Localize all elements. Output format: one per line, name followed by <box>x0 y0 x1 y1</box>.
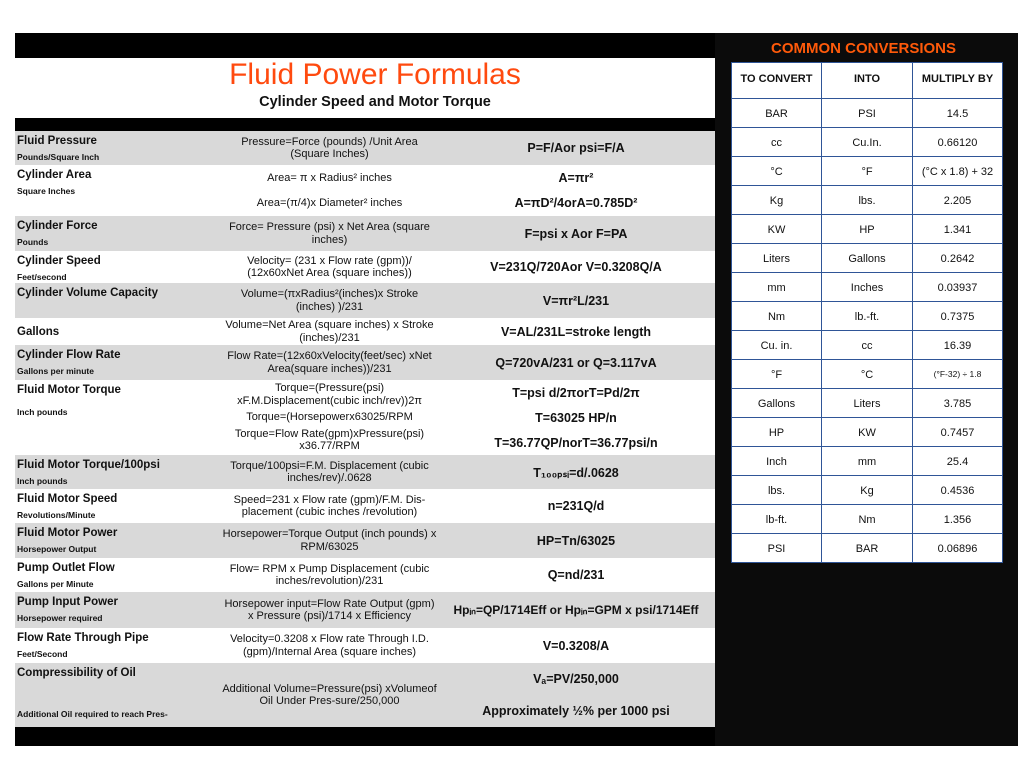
conversion-into: Kg <box>822 476 913 505</box>
formula-description: Flow= RPM x Pump Displacement (cubic inches/revolution)/231 <box>229 562 430 587</box>
conversion-into: °F <box>822 157 913 186</box>
formula-name: Pump Outlet Flow <box>17 562 115 574</box>
conversion-factor: 0.66120 <box>913 128 1003 157</box>
formula-description: Force= Pressure (psi) x Net Area (square inches) <box>229 221 430 246</box>
formula-description: Torque=Flow Rate(gpm)xPressure(psi) x36.77/RPM <box>234 427 425 453</box>
conversion-row <box>732 273 1003 302</box>
conversion-from: PSI <box>732 534 822 563</box>
formula-name: Fluid Motor Power <box>17 527 118 539</box>
formula-equation-cell <box>437 283 715 318</box>
formula-label-cell <box>15 558 222 592</box>
conversion-from: Kg <box>732 186 822 215</box>
formula-label-cell <box>15 592 222 628</box>
conversion-from: lbs. <box>732 476 822 505</box>
conversion-factor: 14.5 <box>913 99 1003 128</box>
formula-label-cell <box>15 251 222 283</box>
conversion-from: Inch <box>732 447 822 476</box>
formula-description-cell <box>222 318 437 345</box>
formula-description-cell <box>222 165 437 216</box>
formula-row <box>15 455 715 489</box>
formula-name: Fluid Motor Speed <box>17 493 118 505</box>
formula-name: Compressibility of Oil <box>17 667 136 679</box>
formula-row <box>15 251 715 283</box>
conversion-into: lbs. <box>822 186 913 215</box>
formula-equation: Q=nd/231 <box>547 568 605 582</box>
conversion-factor: 0.7375 <box>913 302 1003 331</box>
formula-label-cell <box>15 318 222 345</box>
conversion-from: lb-ft. <box>732 505 822 534</box>
conversion-into: lb.-ft. <box>822 302 913 331</box>
conversion-factor: 1.341 <box>913 215 1003 244</box>
formula-equation: V=AL/231L=stroke length <box>500 324 652 339</box>
formula-description-cell <box>222 592 437 628</box>
formula-label-cell <box>15 523 222 558</box>
conversion-into: mm <box>822 447 913 476</box>
formula-name: Fluid Pressure <box>17 135 97 147</box>
conversion-factor: 3.785 <box>913 389 1003 418</box>
formula-unit: Gallons per minute <box>17 366 94 376</box>
conversion-factor: 0.7457 <box>913 418 1003 447</box>
conversion-row <box>732 505 1003 534</box>
formula-equation-cell <box>437 131 715 165</box>
formula-equation-cell <box>437 380 715 455</box>
formula-description-cell <box>222 283 437 318</box>
formula-equation: T=psi d/2πorT=Pd/2π <box>512 385 640 400</box>
formula-description: Velocity=0.3208 x Flow rate Through I.D. (gpm)/Internal Area (square inches) <box>230 633 429 658</box>
conversion-into: cc <box>822 331 913 360</box>
formula-equation-cell <box>437 592 715 628</box>
conversion-factor: (°C x 1.8) + 32 <box>913 157 1003 186</box>
formula-description-cell <box>222 380 437 455</box>
conversion-row <box>732 331 1003 360</box>
conversion-into: Gallons <box>822 244 913 273</box>
formula-name: Pump Input Power <box>17 596 118 608</box>
divider-bar <box>15 118 715 131</box>
formula-row <box>15 523 715 558</box>
conversion-into: PSI <box>822 99 913 128</box>
formula-description: Torque/100psi=F.M. Displacement (cubic inches/rev)/.0628 <box>230 459 429 484</box>
conversion-row <box>732 215 1003 244</box>
conversion-row <box>732 186 1003 215</box>
conversion-into: KW <box>822 418 913 447</box>
conversion-row <box>732 302 1003 331</box>
formula-equation: V=πr²L/231 <box>542 293 610 308</box>
formula-equation-cell <box>437 251 715 283</box>
formula-equation: V=0.3208/A <box>542 638 610 653</box>
formula-description-cell <box>222 663 437 727</box>
formula-description-cell <box>222 345 437 380</box>
conversions-title: COMMON CONVERSIONS <box>770 40 956 57</box>
formula-equation: A=πr² <box>558 170 594 185</box>
conversion-from: °C <box>732 157 822 186</box>
formula-description-cell <box>222 131 437 165</box>
formula-equation-cell <box>437 489 715 523</box>
formula-description: Volume=(πxRadius²(inches)x Stroke (inches) )/231 <box>240 288 419 313</box>
formula-description: Area=(π/4)x Diameter² inches <box>256 197 403 209</box>
formula-name: Cylinder Area <box>17 169 92 181</box>
formula-equation: HP=Tn/63025 <box>536 533 616 548</box>
formula-description-cell <box>222 455 437 489</box>
formula-name: Cylinder Volume Capacity <box>17 287 159 299</box>
formula-equation-cell <box>437 558 715 592</box>
formula-row <box>15 628 715 663</box>
formula-equation: P=F/Aor psi=F/A <box>527 141 625 155</box>
conversion-factor: 0.4536 <box>913 476 1003 505</box>
conversion-factor: 1.356 <box>913 505 1003 534</box>
conversion-row <box>732 534 1003 563</box>
conversion-factor: 2.205 <box>913 186 1003 215</box>
formula-unit: Pounds/Square Inch <box>17 152 100 162</box>
formula-equation: n=231Q/d <box>547 499 605 513</box>
formula-unit: Additional Oil required to reach Pres- <box>17 709 168 719</box>
conversion-row <box>732 476 1003 505</box>
formula-label-cell <box>15 283 222 318</box>
formulas-sheet <box>15 33 715 746</box>
conversion-factor: 25.4 <box>913 447 1003 476</box>
conversion-from: Gallons <box>732 389 822 418</box>
formula-equation: T=36.77QP/norT=36.77psi/n <box>494 435 658 450</box>
formula-equation-cell <box>437 455 715 489</box>
conversion-factor: 16.39 <box>913 331 1003 360</box>
footer-bar <box>15 727 715 746</box>
formula-label-cell <box>15 380 222 455</box>
formula-unit: Square Inches <box>17 186 76 196</box>
conversion-from: Cu. in. <box>732 331 822 360</box>
formula-description-cell <box>222 558 437 592</box>
conversion-from: °F <box>732 360 822 389</box>
formula-label-cell <box>15 131 222 165</box>
formula-unit: Horsepower Output <box>17 544 97 554</box>
formula-equation: T₁₀₀ₚₛᵢ=d/.0628 <box>533 465 619 480</box>
formula-description: Horsepower=Torque Output (inch pounds) x RPM/63025 <box>222 528 437 553</box>
formula-row <box>15 318 715 345</box>
formula-unit: Inch pounds <box>17 407 68 417</box>
formula-description-cell <box>222 523 437 558</box>
formula-description: Volume=Net Area (square inches) x Stroke (inches)/231 <box>225 319 434 344</box>
formula-unit: Gallons per Minute <box>17 579 94 589</box>
formula-unit: Feet/second <box>17 272 67 282</box>
formula-row <box>15 380 715 455</box>
formula-row <box>15 489 715 523</box>
formula-description: Additional Volume=Pressure(psi) xVolumeof Oil Under Pres-sure/250,000 <box>222 682 437 707</box>
formula-row <box>15 283 715 318</box>
formula-name: Fluid Motor Torque/100psi <box>17 459 160 471</box>
conversion-into: Nm <box>822 505 913 534</box>
conversion-from: mm <box>732 273 822 302</box>
conversion-into: °C <box>822 360 913 389</box>
conversion-into: HP <box>822 215 913 244</box>
conversion-from: Nm <box>732 302 822 331</box>
formula-unit: Pounds <box>17 237 49 247</box>
formula-equation: V=231Q/720Aor V=0.3208Q/A <box>490 260 662 274</box>
formula-description: Pressure=Force (pounds) /Unit Area (Square Inches) <box>241 135 418 160</box>
conversion-into: BAR <box>822 534 913 563</box>
formula-equation-cell <box>437 663 715 727</box>
formula-equation: A=πD²/4orA=0.785D² <box>514 196 638 211</box>
formula-equation: T=63025 HP/n <box>535 410 617 425</box>
formula-equation: Q=720vA/231 or Q=3.117vA <box>495 355 657 370</box>
conversion-into: Cu.In. <box>822 128 913 157</box>
conversion-row <box>732 360 1003 389</box>
formula-label-cell <box>15 345 222 380</box>
formula-description: Torque=(Pressure(psi) xF.M.Displacement(cubic inch/rev))2π <box>237 382 422 407</box>
col-header-to-convert: TO CONVERT <box>732 63 822 99</box>
page-subtitle: Cylinder Speed and Motor Torque <box>259 94 491 110</box>
formula-label-cell <box>15 216 222 251</box>
formula-row <box>15 131 715 165</box>
conversion-from: KW <box>732 215 822 244</box>
formula-row <box>15 165 715 216</box>
formula-name: Cylinder Speed <box>17 255 101 267</box>
formula-unit: Inch pounds <box>17 476 68 486</box>
formula-label-cell <box>15 165 222 216</box>
formula-name: Fluid Motor Torque <box>17 384 121 396</box>
formula-equation-cell <box>437 318 715 345</box>
formula-name: Cylinder Force <box>17 220 98 232</box>
conversion-from: Liters <box>732 244 822 273</box>
formula-unit: Horsepower required <box>17 613 103 623</box>
formula-equation-cell <box>437 523 715 558</box>
conversions-table <box>731 62 1003 563</box>
formula-label-cell <box>15 628 222 663</box>
conversion-row <box>732 418 1003 447</box>
col-header-multiply-by: MULTIPLY BY <box>913 63 1003 99</box>
conversion-into: Liters <box>822 389 913 418</box>
formula-description: Horsepower input=Flow Rate Output (gpm) x Pressure (psi)/1714 x Efficiency <box>224 597 435 622</box>
formula-description: Flow Rate=(12x60xVelocity(feet/sec) xNet Area(square inches))/231 <box>227 350 432 375</box>
formula-description-cell <box>222 489 437 523</box>
conversion-from: HP <box>732 418 822 447</box>
formula-description-cell <box>222 628 437 663</box>
formula-description: Velocity= (231 x Flow rate (gpm))/ (12x60xNet Area (square inches)) <box>247 254 412 279</box>
formula-description: Speed=231 x Flow rate (gpm)/F.M. Dis-placement (cubic inches /revolution) <box>233 493 426 518</box>
formula-name: Gallons <box>17 325 60 338</box>
conversion-into: Inches <box>822 273 913 302</box>
conversion-row <box>732 244 1003 273</box>
formula-equation: F=psi x Aor F=PA <box>524 226 628 241</box>
conversion-factor: 0.2642 <box>913 244 1003 273</box>
formula-table <box>15 131 715 727</box>
formula-unit: Feet/Second <box>17 649 68 659</box>
formula-equation: Approximately ½% per 1000 psi <box>482 704 670 718</box>
col-header-into: INTO <box>822 63 913 99</box>
formula-row <box>15 558 715 592</box>
formula-description-cell <box>222 251 437 283</box>
header-bar <box>15 33 715 58</box>
formula-label-cell <box>15 455 222 489</box>
conversion-row <box>732 99 1003 128</box>
formula-row <box>15 592 715 628</box>
conversion-factor: (°F-32) ÷ 1.8 <box>913 360 1003 389</box>
formula-unit: Revolutions/Minute <box>17 510 96 520</box>
conversion-row <box>732 447 1003 476</box>
formula-row <box>15 216 715 251</box>
formula-row <box>15 663 715 727</box>
formula-description: Area= π x Radius² inches <box>267 171 392 184</box>
formula-equation: Hpᵢₙ=QP/1714Eff or Hpᵢₙ=GPM x psi/1714Eff <box>453 603 699 617</box>
formula-equation-cell <box>437 345 715 380</box>
formula-name: Flow Rate Through Pipe <box>17 632 149 644</box>
formula-equation-cell <box>437 216 715 251</box>
formula-description: Torque=(Horsepowerx63025/RPM <box>246 411 413 424</box>
formula-description-cell <box>222 216 437 251</box>
formula-label-cell <box>15 489 222 523</box>
conversion-factor: 0.03937 <box>913 273 1003 302</box>
conversion-from: BAR <box>732 99 822 128</box>
conversion-factor: 0.06896 <box>913 534 1003 563</box>
conversion-row <box>732 128 1003 157</box>
formula-equation: Vₐ=PV/250,000 <box>533 672 619 686</box>
formula-row <box>15 345 715 380</box>
conversion-from: cc <box>732 128 822 157</box>
formula-equation-cell <box>437 628 715 663</box>
conversions-panel <box>715 33 1018 746</box>
conversion-row <box>732 157 1003 186</box>
formula-name: Cylinder Flow Rate <box>17 349 121 361</box>
formula-label-cell <box>15 663 222 727</box>
page-title: Fluid Power Formulas <box>229 58 521 91</box>
conversion-row <box>732 389 1003 418</box>
formula-equation-cell <box>437 165 715 216</box>
